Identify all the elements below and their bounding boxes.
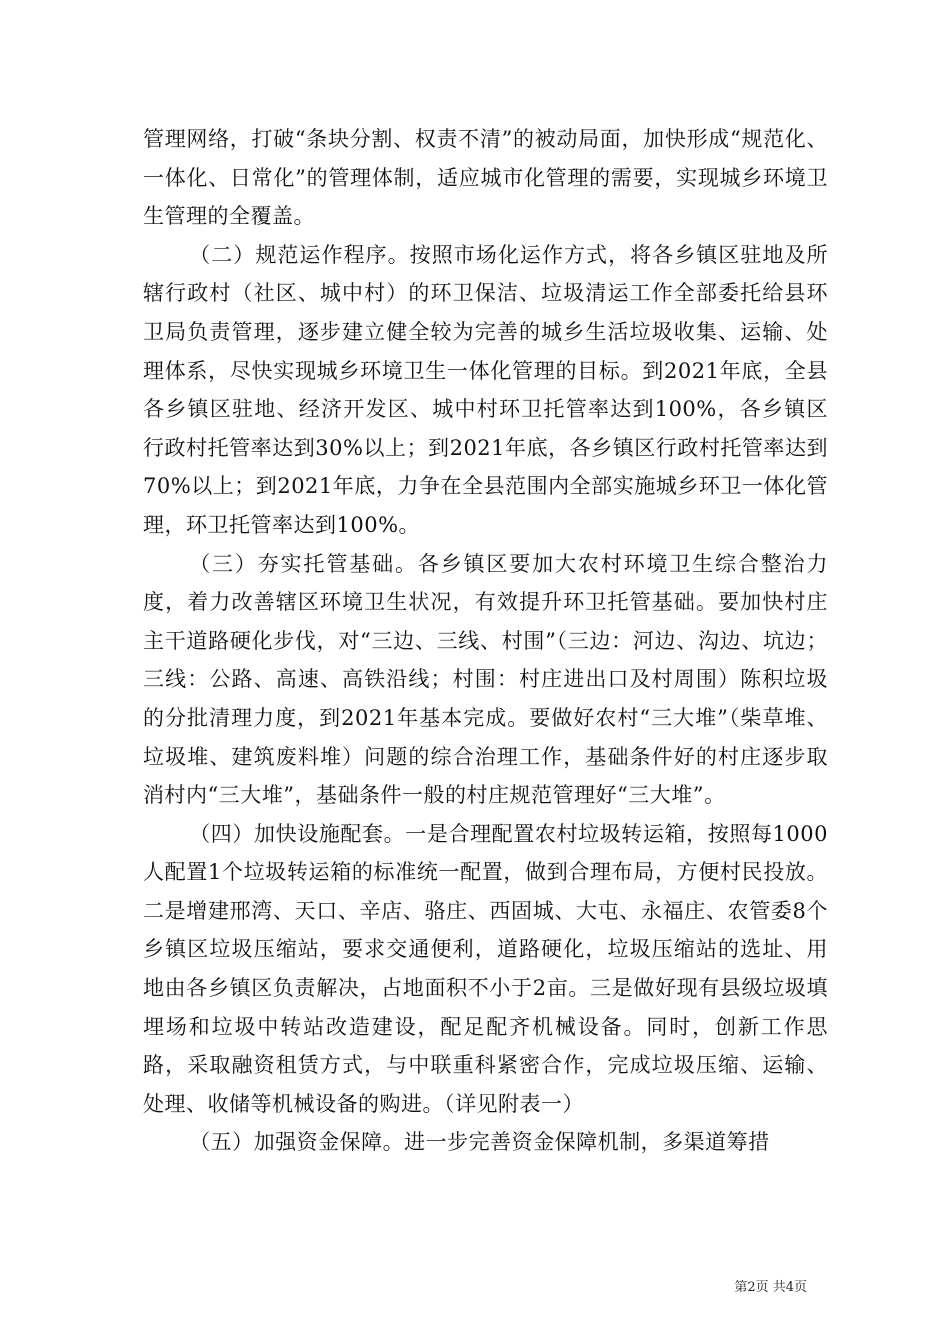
paragraph-section-4: （四）加快设施配套。一是合理配置农村垃圾转运箱，按照每1000人配置1个垃圾转运箱的标准统一配置，做到合理布局，方便村民投放。二是增建邢湾、天口、辛店、骆庄、西固城、大屯、永福庄、农管委8个乡镇区垃圾压缩站，要求交通便利，道路硬化，垃圾压缩站的选址、用地由各乡镇区负责解决，占地面积不小于2亩。三是做好现有县级垃圾填埋场和垃圾中转站改造建设，配足配齐机械设备。同时，创新工作思路，采取融资租赁方式，与中联重科紧密合作，完成垃圾压缩、运输、处理、收储等机械设备的购进。（详见附表一） xyxy=(143,821,828,1116)
paragraph-continuation: 管理网络，打破“条块分割、权责不清”的被动局面，加快形成“规范化、一体化、日常化”的管理体制，适应城市化管理的需要，实现城乡环境卫生管理的全覆盖。 xyxy=(143,127,828,229)
paragraph-section-3: （三）夯实托管基础。各乡镇区要加大农村环境卫生综合整治力度，着力改善辖区环境卫生状况，有效提升环卫托管基础。要加快村庄主干道路硬化步伐，对“三边、三线、村围”（三边：河边、沟边、坑边；三线：公路、高速、高铁沿线；村围：村庄进出口及村周围）陈积垃圾的分批清理力度，到2021年基本完成。要做好农村“三大堆”（柴草堆、垃圾堆、建筑废料堆）问题的综合治理工作，基础条件好的村庄逐步取消村内“三大堆”，基础条件一般的村庄规范管理好“三大堆”。 xyxy=(143,551,828,808)
page-number-footer: 第2页 共4页 xyxy=(734,1280,807,1295)
paragraph-section-5: （五）加强资金保障。进一步完善资金保障机制，多渠道筹措 xyxy=(189,1130,770,1155)
paragraph-section-2: （二）规范运作程序。按照市场化运作方式，将各乡镇区驻地及所辖行政村（社区、城中村）的环卫保洁、垃圾清运工作全部委托给县环卫局负责管理，逐步建立健全较为完善的城乡生活垃圾收集、运输、处理体系，尽快实现城乡环境卫生一体化管理的目标。到2021年底，全县各乡镇区驻地、经济开发区、城中村环卫托管率达到100%，各乡镇区行政村托管率达到30%以上；到2021年底，各乡镇区行政村托管率达到70%以上；到2021年底，力争在全县范围内全部实施城乡环卫一体化管理，环卫托管率达到100%。 xyxy=(143,242,828,537)
document-body xyxy=(143,120,828,1162)
